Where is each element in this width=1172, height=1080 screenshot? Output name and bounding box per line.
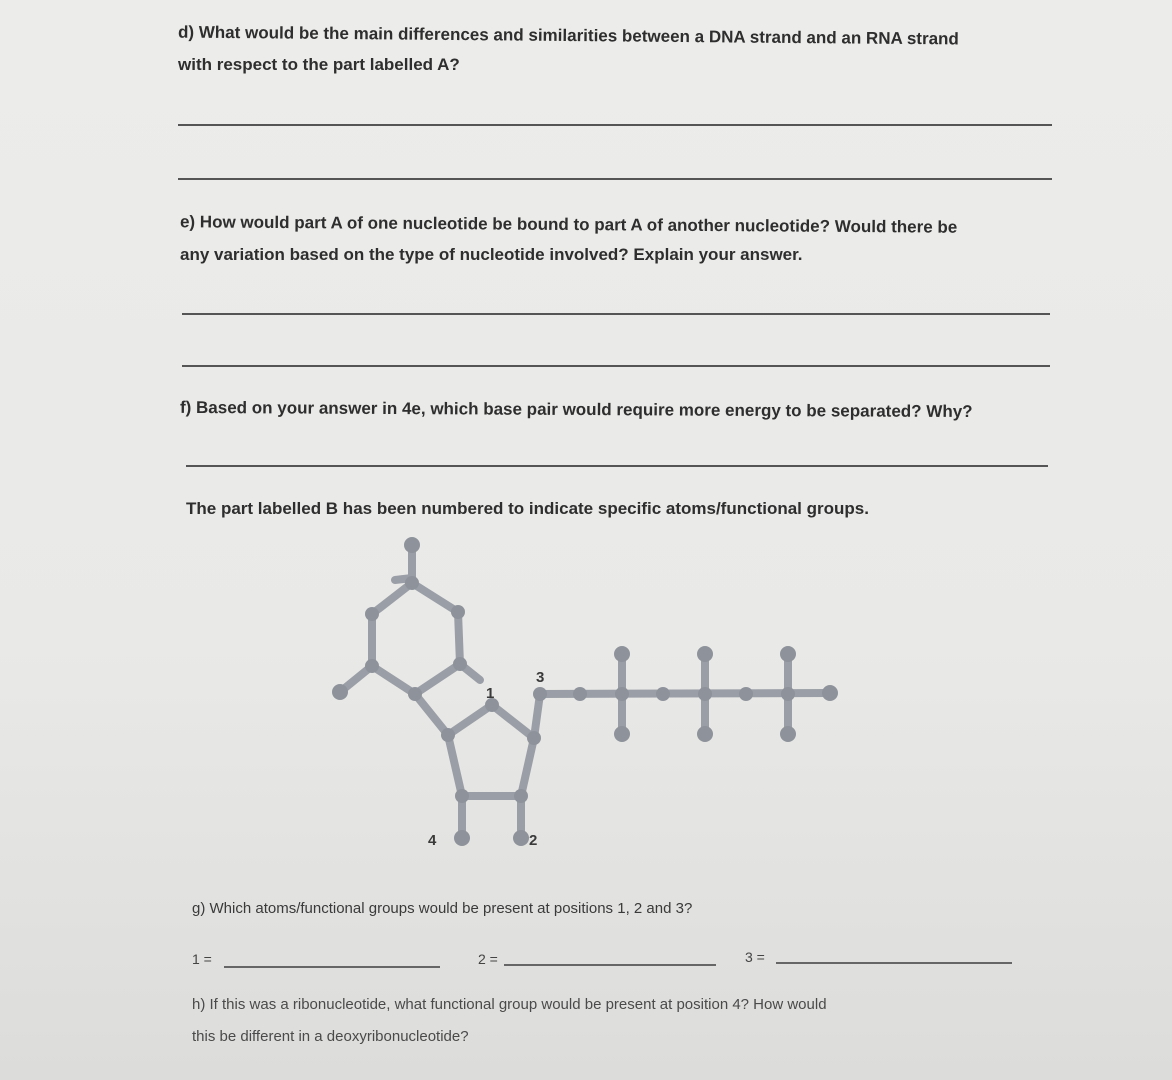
diagram-label-1: 1 xyxy=(486,685,495,702)
question-h-line2: this be different in a deoxyribonucleotide? xyxy=(192,1028,469,1045)
diagram-label-3: 3 xyxy=(536,669,545,686)
diagram-intro-text: The part labelled B has been numbered to indicate specific atoms/functional groups. xyxy=(186,499,869,518)
answer-label-3: 3 = xyxy=(745,949,765,965)
question-d-line1: d) What would be the main differences and similarities between a DNA strand and an RNA strand xyxy=(177,22,959,49)
question-d-line2: with respect to the part labelled A? xyxy=(178,55,460,74)
answer-line-1[interactable] xyxy=(224,966,440,968)
diagram-label-2: 2 xyxy=(529,832,538,849)
answer-label-1: 1 = xyxy=(192,951,212,967)
question-f-line1: f) Based on your answer in 4e, which base pair would require more energy to be separated? Why? xyxy=(179,397,973,422)
diagram-label-4: 4 xyxy=(428,832,437,849)
answer-line-3[interactable] xyxy=(776,962,1012,964)
question-h-line1: h) If this was a ribonucleotide, what functional group would be present at position 4? How would xyxy=(192,996,827,1013)
answer-line-2[interactable] xyxy=(504,964,716,966)
answer-label-2: 2 = xyxy=(478,951,498,967)
question-e-line2: any variation based on the type of nucleotide involved? Explain your answer. xyxy=(180,245,803,264)
question-e-line1: e) How would part A of one nucleotide be bound to part A of another nucleotide? Would there be xyxy=(179,212,958,237)
question-g-text: g) Which atoms/functional groups would be present at positions 1, 2 and 3? xyxy=(192,900,693,917)
